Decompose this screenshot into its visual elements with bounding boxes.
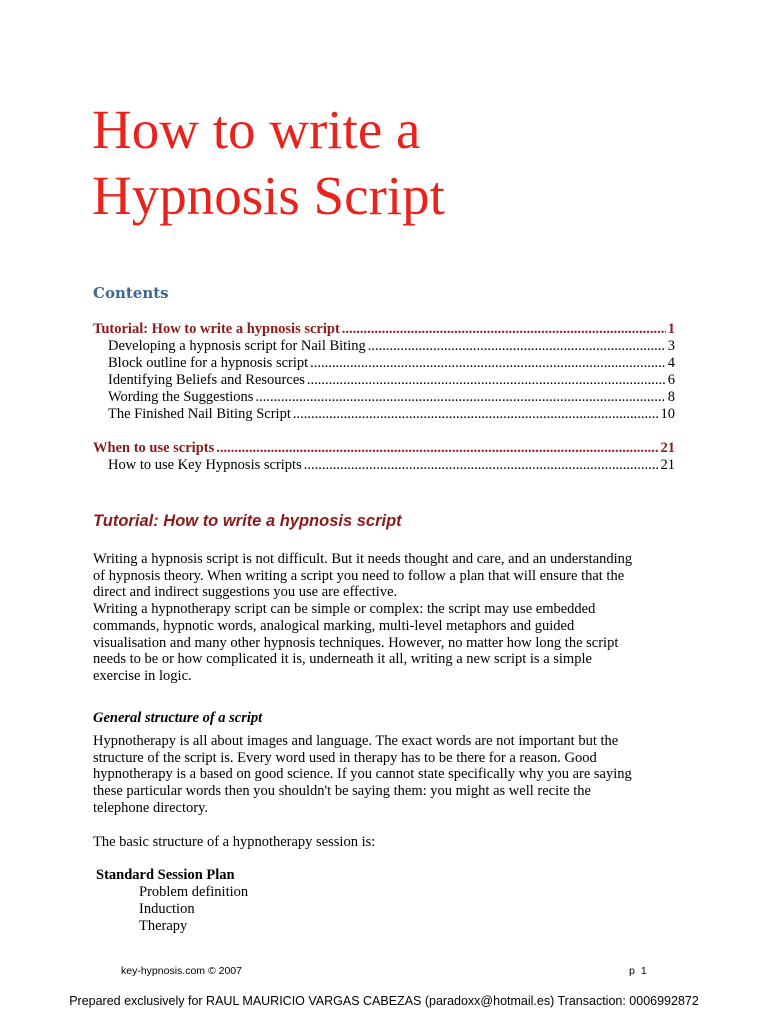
toc-entry-title: Tutorial: How to write a hypnosis script [93,321,340,337]
table-of-contents [93,321,675,474]
toc-entry-when-to-use[interactable] [93,440,675,457]
footer-copyright: key-hypnosis.com © 2007 [121,965,242,977]
toc-entry-title: The Finished Nail Biting Script [108,406,291,422]
session-plan-title: Standard Session Plan [96,867,235,883]
toc-leader [342,321,666,338]
toc-entry-title: Block outline for a hypnosis script [108,355,309,371]
toc-leader [293,406,659,423]
toc-entry-page: 3 [667,338,675,354]
license-watermark: Prepared exclusively for RAUL MAURICIO VARGAS CABEZAS (paradoxx@hotmail.es) Transaction: 0006992872 [69,994,699,1008]
contents-heading: Contents [93,284,169,302]
toc-entry-title: Wording the Suggestions [108,389,254,405]
text-line: commands, hypnotic words, analogical marking, multi-level metaphors and guided [93,617,575,634]
section-heading-tutorial: Tutorial: How to write a hypnosis script [93,512,402,530]
session-plan [96,867,248,935]
toc-leader [368,338,666,355]
text-line: direct and indirect suggestions you use are effective. [93,584,398,601]
toc-entry-finished-script[interactable] [93,406,675,423]
session-plan-item: Problem definition [139,884,249,900]
toc-entry-page: 1 [667,321,675,337]
toc-entry-title: How to use Key Hypnosis scripts [108,457,302,473]
text-line: needs to be or how complicated it is, underneath it all, writing a new script is a simple [93,651,592,668]
toc-entry-title: Developing a hypnosis script for Nail Biting [108,338,366,354]
footer-page-number: 1 [640,965,647,977]
paragraph-basic-structure [93,834,683,851]
toc-leader [255,389,665,406]
text-line: Hypnotherapy is all about images and language. The exact words are not important but the [93,733,619,749]
text-line: hypnotherapy is a based on good science. If you cannot state specifically why you are saying [93,766,632,783]
text-line: structure of the script is. Every word used in therapy has to be there for a reason. Good [93,749,597,766]
footer-page-indicator [629,965,647,977]
document-title [92,97,692,229]
toc-entry-beliefs[interactable] [93,372,675,389]
toc-leader [216,440,658,457]
footer-page-prefix: p [629,965,635,977]
toc-entry-page: 4 [667,355,675,371]
text-line: Writing a hypnosis script is not difficult. But it needs thought and care, and an understanding [93,551,633,567]
session-plan-item: Therapy [139,918,188,934]
text-line: these particular words then you shouldn't be saying them: you might as well recite the [93,783,591,800]
toc-entry-page: 21 [660,457,675,473]
toc-entry-page: 10 [660,406,675,422]
text-line: visualisation and many other hypnosis techniques. However, no matter how long the script [93,634,619,651]
text-line: The basic structure of a hypnotherapy session is: [93,834,376,850]
paragraph-intro [93,551,683,685]
toc-entry-block-outline[interactable] [93,355,675,372]
toc-entry-tutorial[interactable] [93,321,675,338]
toc-entry-wording[interactable] [93,389,675,406]
toc-leader [307,372,666,389]
title-line-2: Hypnosis Script [92,165,445,226]
paragraph-structure [93,733,683,817]
text-line: Writing a hypnotherapy script can be simple or complex: the script may use embedded [93,601,596,618]
session-plan-item: Induction [139,901,195,917]
toc-leader [310,355,666,372]
toc-entry-page: 6 [667,372,675,388]
toc-leader [304,457,659,474]
toc-entry-page: 8 [667,389,675,405]
toc-entry-nail-biting[interactable] [93,338,675,355]
toc-entry-title: Identifying Beliefs and Resources [108,372,305,388]
toc-entry-key-hypnosis[interactable] [93,457,675,474]
toc-entry-title: When to use scripts [93,440,215,456]
text-line: telephone directory. [93,799,209,816]
toc-spacer [93,423,675,440]
toc-entry-page: 21 [660,440,675,456]
subheading-general-structure: General structure of a script [93,710,263,726]
text-line: of hypnosis theory. When writing a script you need to follow a plan that will ensure that the [93,567,625,584]
title-line-1: How to write a [92,99,421,160]
text-line: exercise in logic. [93,667,192,684]
